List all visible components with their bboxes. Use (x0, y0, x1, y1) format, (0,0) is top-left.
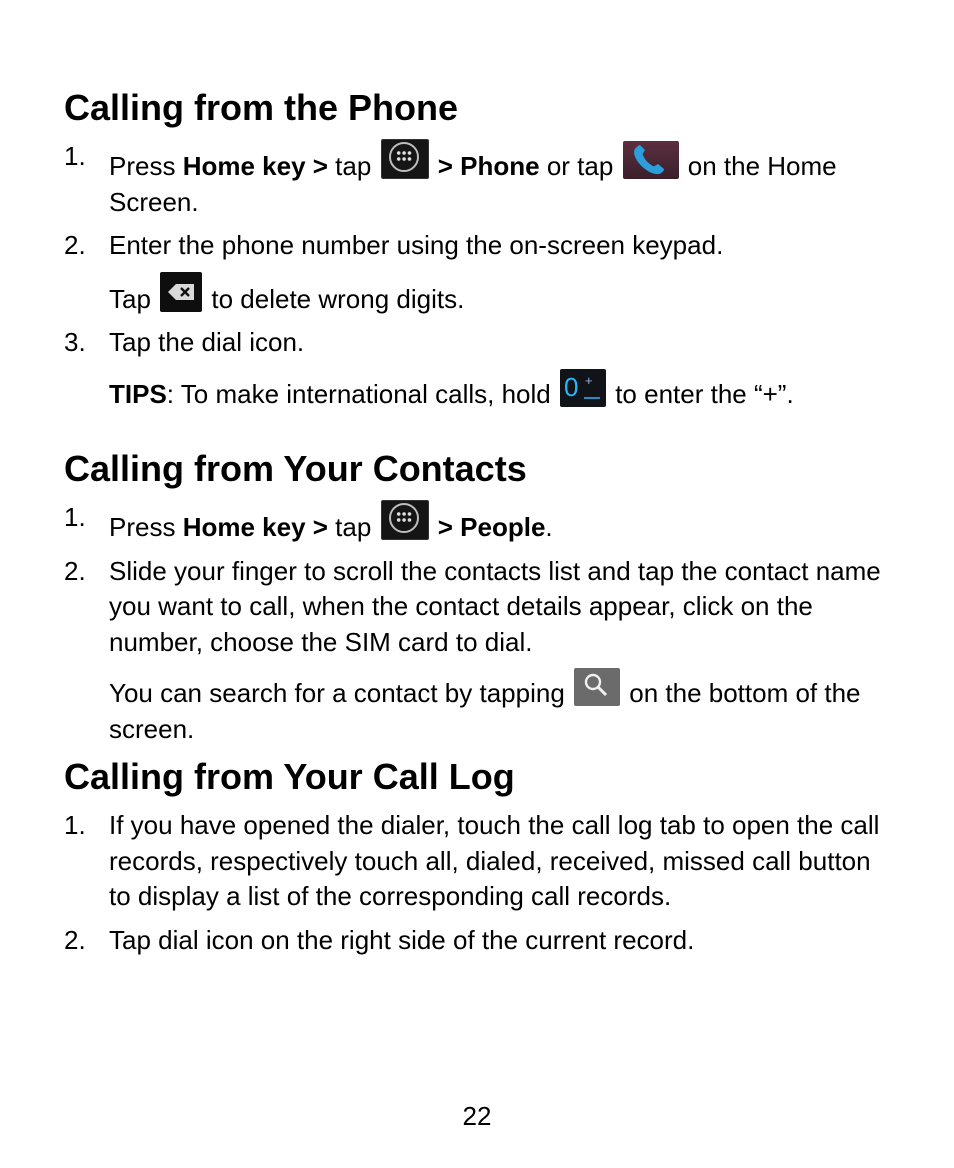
zero-plus-key-icon (560, 369, 606, 407)
svg-text:+: + (584, 372, 593, 388)
step-item: 2. Enter the phone number using the on-screen keypad. Tap to delete wrong digits. (64, 230, 724, 314)
apps-launcher-icon (381, 139, 429, 179)
step-item: 1. Press Home key > tap > People. (64, 502, 553, 542)
step-number: 3. (64, 327, 86, 357)
steps-phone (64, 139, 884, 412)
step-number: 1. (64, 141, 86, 171)
magnifier-search-icon (574, 668, 620, 706)
steps-call-log (64, 808, 884, 958)
step-number: 2. (64, 230, 86, 260)
section-title-phone: Calling from the Phone (64, 87, 459, 128)
section-title-call-log: Calling from Your Call Log (64, 756, 515, 797)
step-number: 2. (64, 924, 86, 955)
steps-contacts (64, 500, 884, 747)
page-number: 22 (462, 1101, 492, 1131)
section-title-contacts: Calling from Your Contacts (64, 448, 527, 489)
step-number: 1. (64, 502, 86, 532)
step-item: 2. Tap dial icon on the right side of the current record. (64, 923, 884, 959)
backspace-delete-icon (160, 272, 202, 312)
step-item: 3. Tap the dial icon. TIPS: To make international calls, hold 0 + to enter the “+”. (64, 327, 794, 409)
step-item: 1. If you have opened the dialer, touch the call log tab to open the call records, respectively touch all, dialed, received, missed call button to display a list of the corresponding call records. (64, 810, 880, 911)
step-item: 2. Slide your finger to scroll the contacts list and tap the contact name you want to call, when the contact details appear, click on the number, choose the SIM card to dial. You can search for a contact by tapping on the bottom of the screen. (64, 555, 881, 744)
svg-text:0: 0 (563, 371, 579, 402)
phone-handset-icon (623, 141, 679, 179)
step-item: 1. Press Home key > tap > Phone or tap on the Home Screen. (64, 141, 837, 217)
step-number: 1. (64, 810, 86, 840)
apps-launcher-icon (381, 500, 429, 540)
step-number: 2. (64, 555, 86, 586)
